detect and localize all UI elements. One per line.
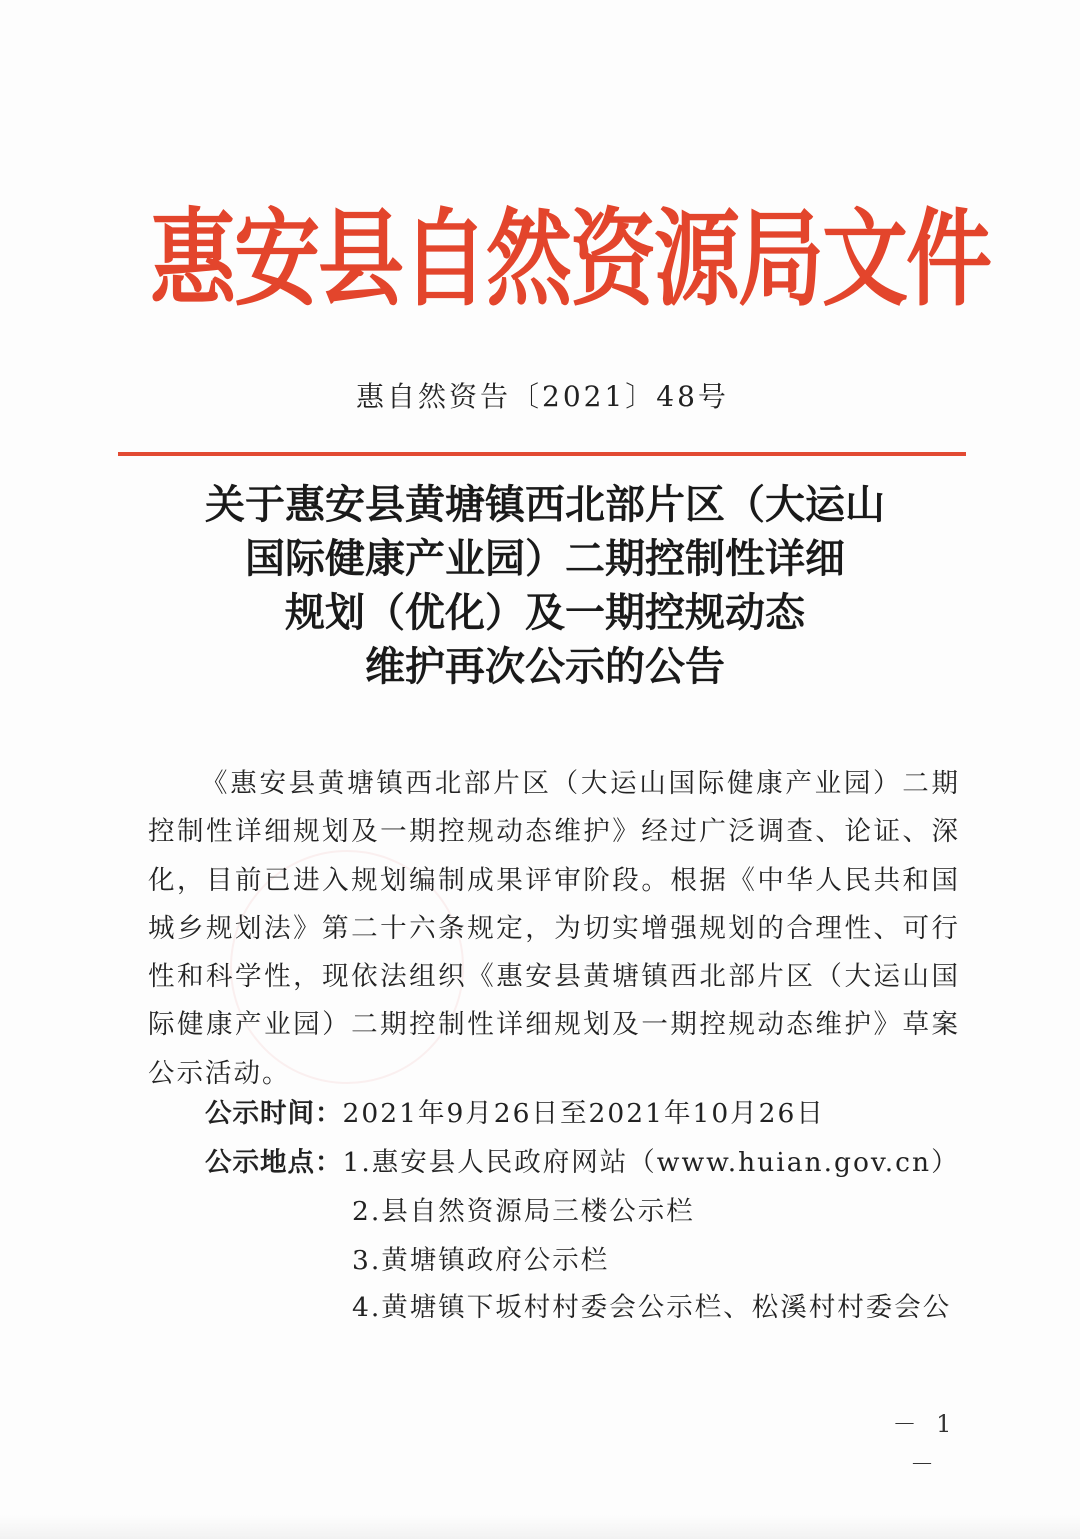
scan-bottom-edge xyxy=(0,1515,1080,1539)
notice-location-row xyxy=(205,1141,965,1185)
body-line: 控制性详细规划及一期控规动态维护》经过广泛调查、论证、深 xyxy=(148,816,960,848)
body-paragraph xyxy=(148,760,960,1098)
body-line: 际健康产业园）二期控制性详细规划及一期控规动态维护》草案 xyxy=(148,1009,960,1041)
red-divider-rule xyxy=(118,452,966,456)
notice-location-label: 公示地点： xyxy=(205,1147,343,1178)
document-subject xyxy=(120,478,970,694)
page-number: － 1 － xyxy=(892,1410,958,1478)
notice-time-row xyxy=(205,1092,965,1136)
location-item: 3.黄塘镇政府公示栏 xyxy=(352,1245,610,1276)
subject-line: 规划（优化）及一期控规动态 xyxy=(285,589,805,636)
notice-time-label: 公示时间： xyxy=(205,1098,343,1129)
location-item: 2.县自然资源局三楼公示栏 xyxy=(352,1196,695,1227)
subject-line: 关于惠安县黄塘镇西北部片区（大运山 xyxy=(205,481,885,528)
subject-line: 维护再次公示的公告 xyxy=(365,643,725,690)
body-line: 性和科学性，现依法组织《惠安县黄塘镇西北部片区（大运山国 xyxy=(148,961,960,993)
body-line: 城乡规划法》第二十六条规定，为切实增强规划的合理性、可行 xyxy=(148,912,960,944)
location-item: 4.黄塘镇下坂村村委会公示栏、松溪村村委会公 xyxy=(352,1292,952,1323)
body-line: 公示活动。 xyxy=(148,1057,291,1089)
issuing-authority-title: 惠安县自然资源局文件 xyxy=(150,197,990,321)
document-number: 惠自然资告〔2021〕48号 xyxy=(356,380,729,413)
notice-time-value: 2021年9月26日至2021年10月26日 xyxy=(342,1098,825,1129)
subject-line: 国际健康产业园）二期控制性详细 xyxy=(245,535,845,582)
body-line: 《惠安县黄塘镇西北部片区（大运山国际健康产业园）二期 xyxy=(201,768,960,799)
location-item: 1.惠安县人民政府网站（www.huian.gov.cn） xyxy=(342,1147,960,1178)
body-line: 化，目前已进入规划编制成果评审阶段。根据《中华人民共和国 xyxy=(148,864,960,896)
